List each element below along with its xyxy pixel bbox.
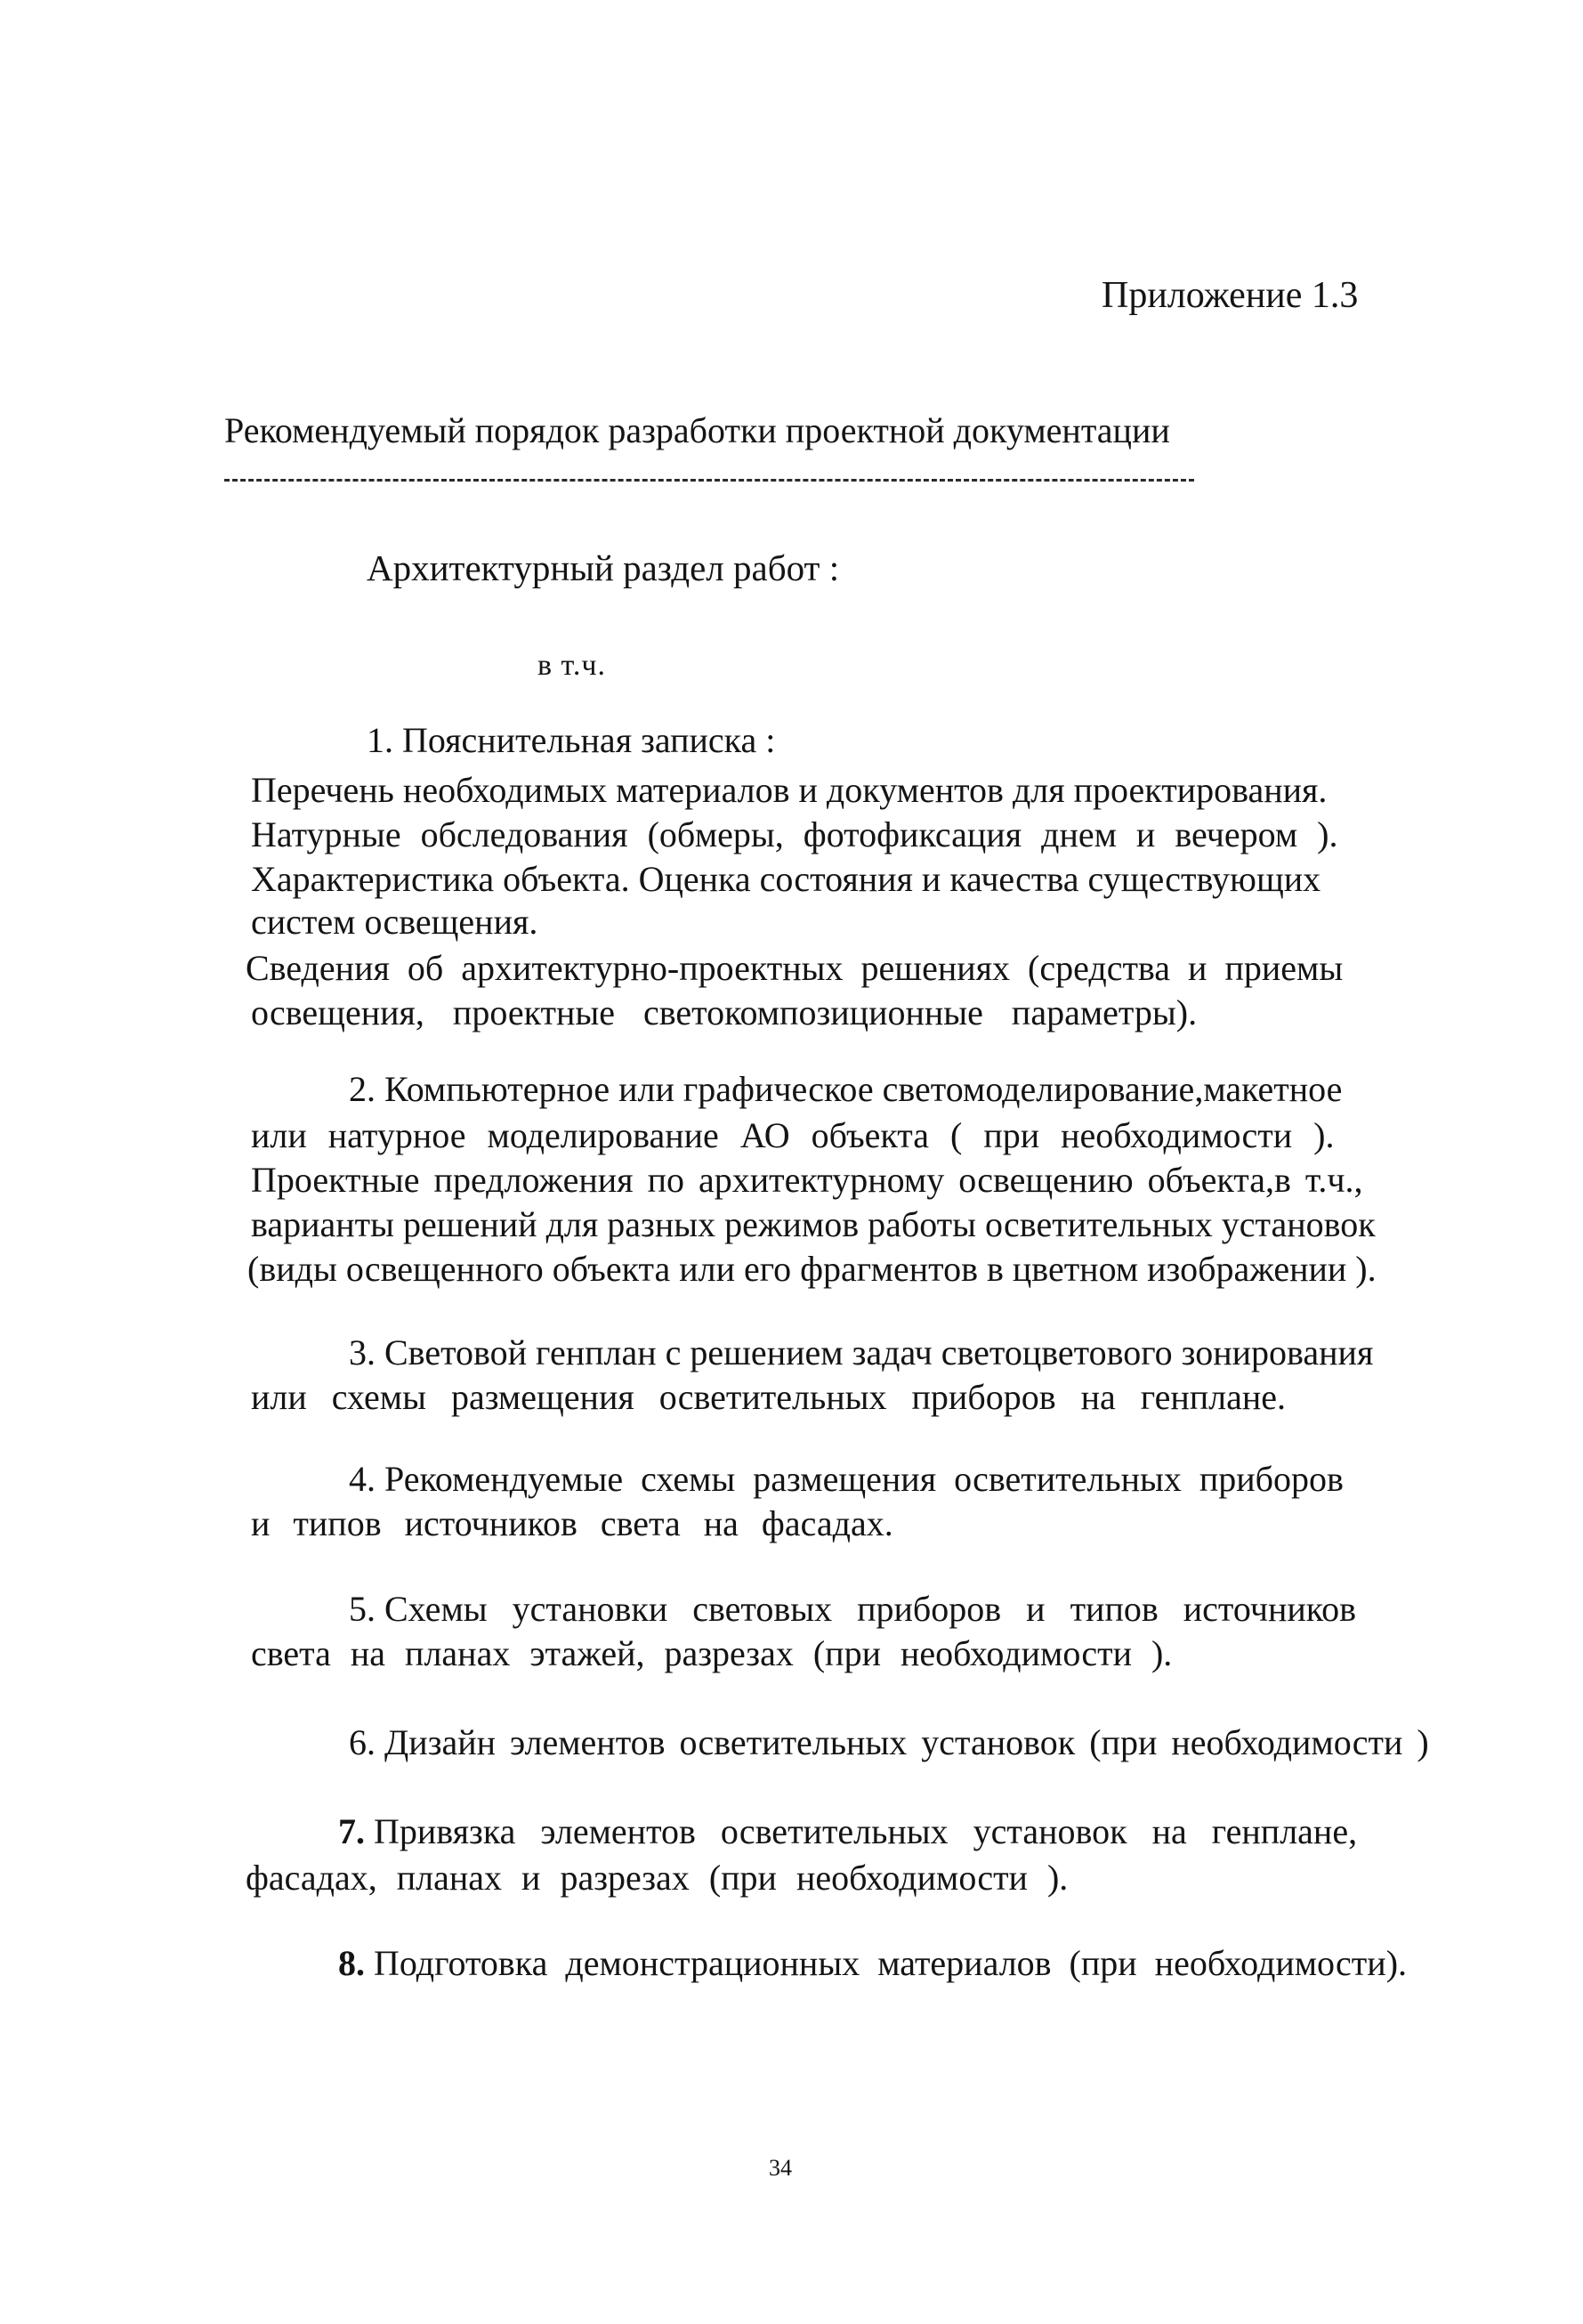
item-2-line: варианты решений для разных режимов работы осветительных установок: [251, 1204, 1376, 1244]
item-2-line: или натурное моделирование АО объекта ( при необходимости ).: [251, 1115, 1335, 1155]
item-text: Компьютерное или графическое светомоделирование,макетное: [384, 1069, 1343, 1109]
item-4-heading: [349, 1456, 1344, 1502]
item-number: 2.: [349, 1069, 376, 1109]
item-number: 4.: [349, 1459, 376, 1499]
item-4-line: и типов источников света на фасадах.: [251, 1503, 893, 1543]
item-text: Дизайн элементов осветительных установок (при необходимости ): [384, 1722, 1429, 1762]
item-7-line: фасадах, планах и разрезах (при необходимости ).: [246, 1858, 1069, 1898]
item-8-heading: [338, 1940, 1407, 1987]
subtitle: в т.ч.: [537, 649, 606, 682]
item-1-heading: [367, 717, 775, 764]
item-text: Подготовка демонстрационных материалов (при необходимости).: [374, 1943, 1408, 1983]
section-title: Архитектурный раздел работ :: [367, 547, 840, 588]
item-1-line: Сведения об архитектурно-проектных решениях (средства и приемы: [246, 948, 1344, 988]
item-number: 8.: [338, 1943, 365, 1983]
item-6-heading: [349, 1720, 1429, 1766]
item-1-line: освещения, проектные светокомпозиционные параметры).: [251, 992, 1198, 1032]
item-2-heading: [349, 1066, 1342, 1113]
item-2-line: (виды освещенного объекта или его фрагментов в цветном изображении ).: [247, 1249, 1377, 1289]
item-text: Рекомендуемые схемы размещения осветительных приборов: [384, 1459, 1344, 1499]
item-1-line: Натурные обследования (обмеры, фотофиксация днем и вечером ).: [251, 814, 1338, 854]
appendix-label: Приложение 1.3: [1102, 275, 1359, 316]
item-text: Пояснительная записка :: [402, 720, 776, 760]
item-number: 1.: [367, 720, 393, 760]
item-5-line: света на планах этажей, разрезах (при необходимости ).: [251, 1633, 1173, 1673]
item-3-heading: [349, 1330, 1373, 1376]
item-1-line: систем освещения.: [251, 902, 538, 942]
document-title: Рекомендуемый порядок разработки проектной документации: [224, 410, 1170, 450]
item-1-line: Перечень необходимых материалов и документов для проектирования.: [251, 770, 1328, 810]
item-number: 6.: [349, 1722, 376, 1762]
item-number: 7.: [338, 1811, 365, 1851]
item-5-heading: [349, 1586, 1356, 1632]
item-number: 3.: [349, 1332, 376, 1373]
item-2-line: Проектные предложения по архитектурному освещению объекта,в т.ч.,: [251, 1160, 1363, 1200]
item-1-line: Характеристика объекта. Оценка состояния и качества существующих: [251, 859, 1321, 899]
dashed-divider: [224, 479, 1194, 482]
item-text: Привязка элементов осветительных установок на генплане,: [374, 1811, 1358, 1851]
item-text: Световой генплан с решением задач светоцветового зонирования: [384, 1332, 1374, 1373]
page-number: 34: [769, 2155, 792, 2181]
item-text: Схемы установки световых приборов и типов источников: [384, 1589, 1357, 1629]
item-3-line: или схемы размещения осветительных приборов на генплане.: [251, 1377, 1287, 1417]
item-number: 5.: [349, 1589, 376, 1629]
item-7-heading: [338, 1809, 1357, 1855]
